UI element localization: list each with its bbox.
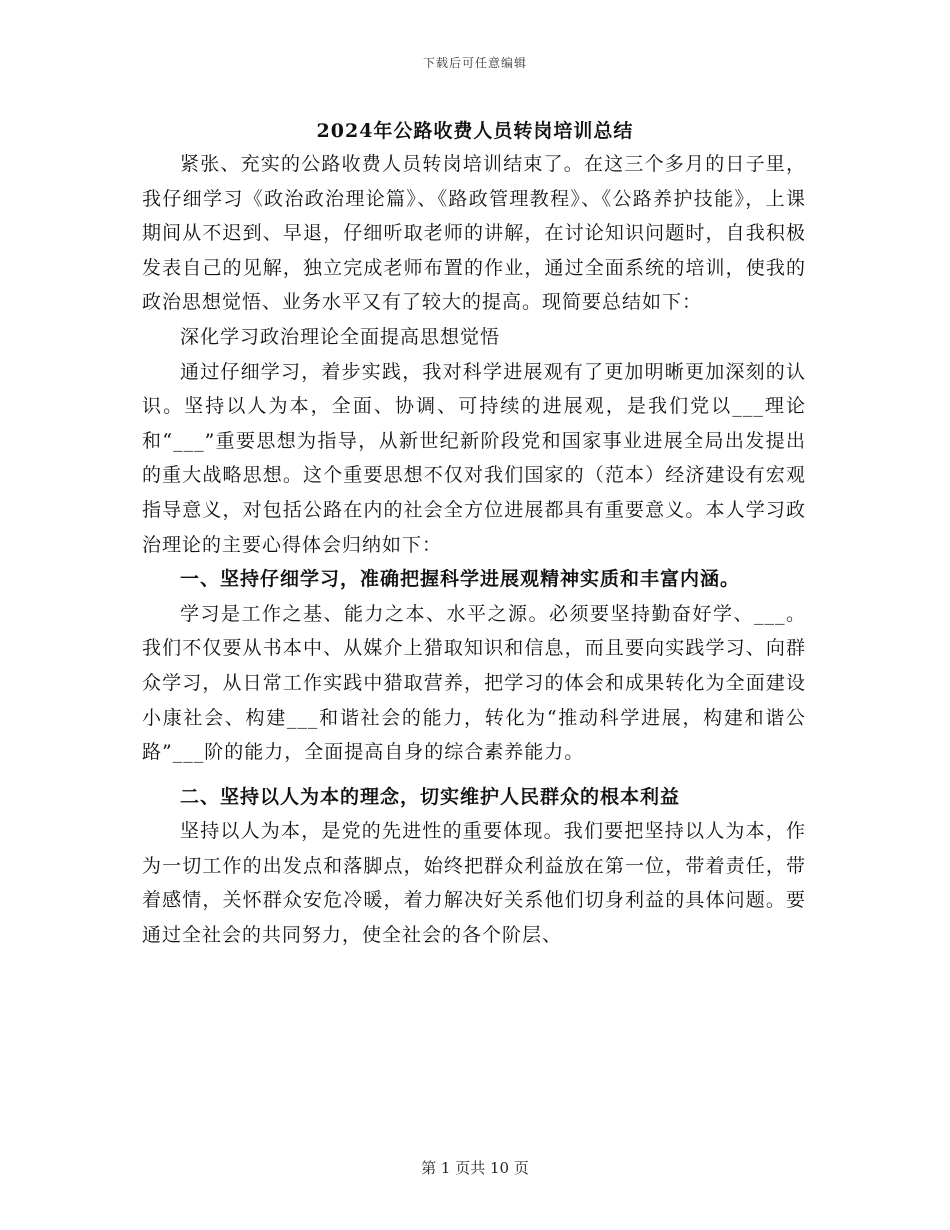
page-header-note: 下载后可任意编辑 bbox=[422, 56, 527, 70]
page-number-footer: 第 1 页共 10 页 bbox=[421, 1159, 529, 1177]
heading-one: 一、坚持仔细学习，准确把握科学进展观精神实质和丰富内涵。 bbox=[180, 568, 741, 591]
paragraph-intro: 紧张、充实的公路收费人员转岗培训结束了。在这三个多月的日子里，我仔细学习《政治政治理论篇》、《路政管理教程》、《公路养护技能》，上课期间从不迟到、早退，仔细听取老师的讲解，在讨论知识问题时，自我积极发表自己的见解，独立完成老师布置的作业，通过全面系统的培训，使我的政治思想觉悟、业务水平又有了较大的提高。现简要总结如下： bbox=[142, 153, 806, 314]
section-subtitle: 深化学习政治理论全面提高思想觉悟 bbox=[180, 325, 501, 348]
paragraph-study: 学习是工作之基、能力之本、水平之源。必须要坚持勤奋好学、___。我们不仅要从书本中、从媒介上猎取知识和信息，而且要向实践学习、向群众学习，从日常工作实践中猎取营养，把学习的体会和成果转化为全面建设小康社会、构建___和谐社会的能力，转化为“推动科学进展，构建和谐公路”___阶的能力，全面提高自身的综合素养能力。 bbox=[142, 602, 806, 764]
paragraph-people: 坚持以人为本，是党的先进性的重要体现。我们要把坚持以人为本，作为一切工作的出发点和落脚点，始终把群众利益放在第一位，带着责任，带着感情，关怀群众安危冷暖，着力解决好关系他们切身利益的具体问题。要通过全社会的共同努力，使全社会的各个阶层、 bbox=[142, 820, 806, 947]
paragraph-theory: 通过仔细学习，着步实践，我对科学进展观有了更加明晰更加深刻的认识。坚持以人为本，全面、协调、可持续的进展观，是我们党以___理论和“___”重要思想为指导，从新世纪新阶段党和国家事业进展全局出发提出的重大战略思想。这个重要思想不仅对我们国家的（范本）经济建设有宏观指导意义，对包括公路在内的社会全方位进展都具有重要意义。本人学习政治理论的主要心得体会归纳如下： bbox=[142, 360, 806, 556]
heading-two: 二、坚持以人为本的理念，切实维护人民群众的根本利益 bbox=[180, 785, 681, 808]
document-title: 2024年公路收费人员转岗培训总结 bbox=[316, 120, 634, 142]
document-body bbox=[142, 147, 806, 953]
